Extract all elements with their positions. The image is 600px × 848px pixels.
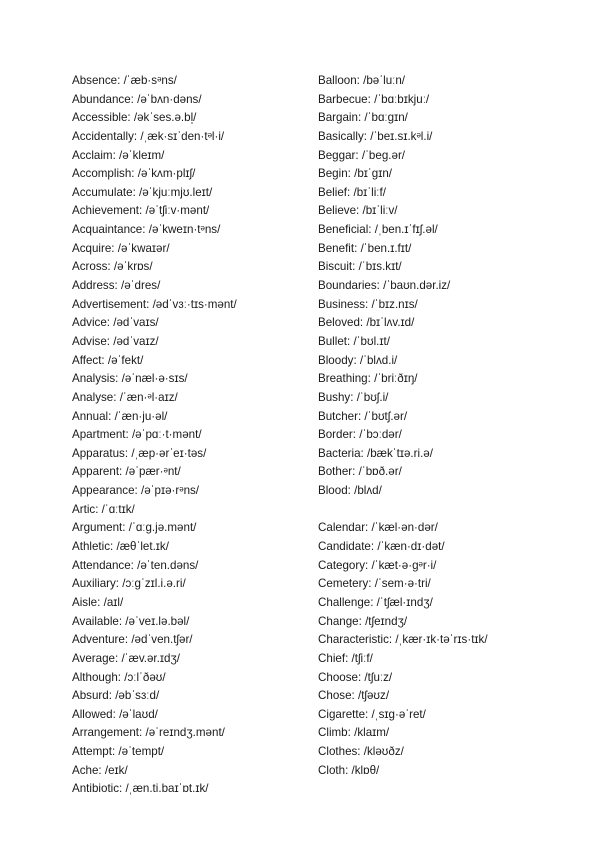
entry-word: Arrangement: <box>72 726 143 740</box>
entry-word: Although: <box>72 670 121 684</box>
entry-word: Border: <box>318 428 357 442</box>
entry-word: Absurd: <box>72 689 112 703</box>
entry-pronunciation: /klɒθ/ <box>351 763 380 777</box>
vocabulary-entry <box>318 165 548 184</box>
left-word-column <box>72 72 302 799</box>
entry-pronunciation: /ˈkæt·ə·gᵊr·i/ <box>371 558 437 572</box>
entry-pronunciation: /əkˈses.ə.bl̩/ <box>133 111 197 125</box>
entry-pronunciation: /ˌæn.ti.baɪˈɒt.ɪk/ <box>125 782 209 796</box>
entry-pronunciation: /klaɪm/ <box>354 726 390 740</box>
vocabulary-entry <box>72 258 302 277</box>
entry-word: Breathing: <box>318 372 371 386</box>
entry-pronunciation: /əˈpɑː·t·mənt/ <box>131 428 202 442</box>
entry-word: Characteristic: <box>318 633 393 647</box>
entry-word: Advise: <box>72 334 111 348</box>
entry-word: Across: <box>72 260 111 274</box>
entry-word: Candidate: <box>318 540 375 554</box>
vocabulary-entry <box>72 631 302 650</box>
vocabulary-entry <box>72 724 302 743</box>
vocabulary-entry <box>72 687 302 706</box>
entry-word: Choose: <box>318 670 362 684</box>
vocabulary-entry <box>318 594 548 613</box>
vocabulary-entry <box>72 202 302 221</box>
vocabulary-entry <box>72 389 302 408</box>
vocabulary-entry <box>318 706 548 725</box>
vocabulary-entry <box>72 780 302 799</box>
entry-pronunciation: /ˈbɑːgɪn/ <box>364 111 408 125</box>
entry-pronunciation: /ˈbriːðɪŋ/ <box>374 372 418 386</box>
entry-pronunciation: /ˈbʊl.ɪt/ <box>353 334 390 348</box>
vocabulary-entry <box>72 72 302 91</box>
entry-pronunciation: /əˈkjuːmjʊ.leɪt/ <box>139 185 213 199</box>
vocabulary-entry <box>72 240 302 259</box>
vocabulary-entry <box>72 762 302 781</box>
entry-word: Calendar: <box>318 521 369 535</box>
vocabulary-entry <box>72 426 302 445</box>
entry-word: Annual: <box>72 409 112 423</box>
entry-pronunciation: /ˈɑːtɪk/ <box>101 502 135 516</box>
vocabulary-entry <box>318 463 548 482</box>
entry-word: Advertisement: <box>72 297 150 311</box>
vocabulary-entry <box>318 743 548 762</box>
entry-word: Average: <box>72 651 119 665</box>
vocabulary-entry <box>72 109 302 128</box>
entry-word: Cloth: <box>318 763 349 777</box>
vocabulary-entry <box>318 277 548 296</box>
entry-pronunciation: /ˌsɪg·əˈret/ <box>371 707 426 721</box>
entry-word: Butcher: <box>318 409 362 423</box>
entry-pronunciation: /əˈreɪndʒ.mənt/ <box>145 726 225 740</box>
entry-pronunciation: /ˈsem·ə·tri/ <box>374 577 431 591</box>
entry-word: Barbecue: <box>318 92 371 106</box>
entry-pronunciation: /əˈbʌn·dəns/ <box>137 92 202 106</box>
vocabulary-entry <box>318 482 548 501</box>
entry-word: Athletic: <box>72 540 114 554</box>
vocabulary-entry <box>318 240 548 259</box>
entry-pronunciation: /ˈtʃæl·ɪndʒ/ <box>376 595 433 609</box>
entry-pronunciation: /əˈtʃiːv·mənt/ <box>145 204 210 218</box>
vocabulary-entry <box>72 650 302 669</box>
vocabulary-entry <box>318 650 548 669</box>
entry-pronunciation: /əˈpær·ᵊnt/ <box>125 465 181 479</box>
vocabulary-entry <box>318 72 548 91</box>
entry-word: Abundance: <box>72 92 134 106</box>
entry-word: Clothes: <box>318 745 361 759</box>
vocabulary-entry <box>72 557 302 576</box>
vocabulary-entry <box>72 575 302 594</box>
vocabulary-entry <box>318 538 548 557</box>
entry-word: Accumulate: <box>72 185 136 199</box>
vocabulary-entry <box>72 370 302 389</box>
vocabulary-entry <box>318 631 548 650</box>
entry-word: Beloved: <box>318 316 364 330</box>
entry-pronunciation: /bɪˈliːf/ <box>353 185 386 199</box>
entry-pronunciation: /əˈpɪə·rᵊns/ <box>140 484 200 498</box>
entry-pronunciation: /aɪl/ <box>103 595 124 609</box>
entry-pronunciation: /eɪk/ <box>104 763 128 777</box>
vocabulary-entry <box>318 724 548 743</box>
entry-word: Boundaries: <box>318 279 380 293</box>
entry-word: Accessible: <box>72 111 131 125</box>
entry-word: Analyse: <box>72 390 117 404</box>
vocabulary-entry <box>72 538 302 557</box>
vocabulary-entry <box>318 184 548 203</box>
entry-word: Begin: <box>318 167 351 181</box>
entry-pronunciation: /ˈbɪs.kɪt/ <box>358 260 402 274</box>
entry-pronunciation: /ˌkær·ɪk·təˈrɪs·tɪk/ <box>395 633 488 647</box>
entry-pronunciation: /əˈdres/ <box>121 279 161 293</box>
entry-word: Beggar: <box>318 148 359 162</box>
vocabulary-entry <box>72 743 302 762</box>
vocabulary-entry <box>318 109 548 128</box>
entry-pronunciation: /blʌd/ <box>354 484 382 498</box>
entry-word: Bacteria: <box>318 446 364 460</box>
entry-word: Aisle: <box>72 595 101 609</box>
entry-word: Affect: <box>72 353 105 367</box>
entry-pronunciation: /ˌben.ɪˈfɪʃ.əl/ <box>374 223 438 237</box>
entry-word: Apparatus: <box>72 446 129 460</box>
vocabulary-entry <box>318 557 548 576</box>
entry-word: Cigarette: <box>318 707 369 721</box>
entry-word: Chief: <box>318 651 349 665</box>
vocabulary-entry <box>72 408 302 427</box>
vocabulary-entry <box>318 669 548 688</box>
vocabulary-entry <box>72 501 302 520</box>
entry-pronunciation: /əˈtempt/ <box>118 745 165 759</box>
entry-pronunciation: /bəˈluːn/ <box>363 74 406 87</box>
entry-word: Benefit: <box>318 241 358 255</box>
vocabulary-entry <box>318 314 548 333</box>
entry-word: Blood: <box>318 484 351 498</box>
entry-pronunciation: /ˈblʌd.i/ <box>359 353 398 367</box>
entry-word: Biscuit: <box>318 260 356 274</box>
vocabulary-entry <box>318 762 548 781</box>
entry-word: Acquire: <box>72 241 115 255</box>
vocabulary-entry <box>318 333 548 352</box>
entry-word: Adventure: <box>72 633 129 647</box>
entry-pronunciation: /ədˈven.tʃər/ <box>131 633 193 647</box>
entry-pronunciation: /ədˈvaɪz/ <box>113 334 159 348</box>
entry-pronunciation: /bɪˈgɪn/ <box>354 167 393 181</box>
entry-pronunciation: /əˈkwaɪər/ <box>117 241 170 255</box>
entry-word: Advice: <box>72 316 111 330</box>
vocabulary-entry <box>72 445 302 464</box>
entry-pronunciation: /kləʊðz/ <box>363 745 404 759</box>
entry-pronunciation: /əˈkleɪm/ <box>119 148 165 162</box>
entry-pronunciation: /ˌæk·sɪˈden·tᵊl·i/ <box>140 129 225 143</box>
entry-pronunciation: /ˈbɑːbɪkjuː/ <box>374 92 430 106</box>
section-gap <box>318 501 548 520</box>
vocabulary-entry <box>72 482 302 501</box>
entry-pronunciation: /əˈfekt/ <box>107 353 144 367</box>
entry-pronunciation: /bɪˈlʌv.ɪd/ <box>366 316 415 330</box>
entry-word: Accidentally: <box>72 129 138 143</box>
entry-word: Beneficial: <box>318 223 372 237</box>
vocabulary-entry <box>72 706 302 725</box>
entry-word: Allowed: <box>72 707 116 721</box>
vocabulary-entry <box>318 258 548 277</box>
entry-pronunciation: /æθˈlet.ɪk/ <box>116 540 169 554</box>
entry-word: Artic: <box>72 502 99 516</box>
vocabulary-entry <box>318 408 548 427</box>
entry-pronunciation: /ˈbaʊn.dər.iz/ <box>383 279 451 293</box>
entry-word: Business: <box>318 297 369 311</box>
entry-pronunciation: /ˈæb·sᵊns/ <box>123 74 177 87</box>
entry-word: Ache: <box>72 763 102 777</box>
vocabulary-entry <box>318 221 548 240</box>
entry-word: Acclaim: <box>72 148 116 162</box>
entry-word: Bullet: <box>318 334 351 348</box>
vocabulary-entry <box>72 184 302 203</box>
entry-pronunciation: /ˈbʊtʃ.ər/ <box>364 409 408 423</box>
entry-pronunciation: /əˈveɪ.lə.bəl/ <box>125 614 190 628</box>
entry-pronunciation: /əˈlaʊd/ <box>119 707 158 721</box>
vocabulary-entry <box>318 389 548 408</box>
entry-pronunciation: /ˈbeg.ər/ <box>361 148 406 162</box>
entry-pronunciation: /ˈæv.ər.ɪdʒ/ <box>121 651 180 665</box>
entry-word: Chose: <box>318 689 355 703</box>
vocabulary-entry <box>318 687 548 706</box>
vocabulary-entry <box>72 613 302 632</box>
vocabulary-entry <box>72 277 302 296</box>
entry-word: Believe: <box>318 204 360 218</box>
entry-pronunciation: /ˈbʊʃ.i/ <box>356 390 389 404</box>
vocabulary-entry <box>72 594 302 613</box>
entry-word: Challenge: <box>318 595 374 609</box>
entry-word: Analysis: <box>72 372 119 386</box>
vocabulary-entry <box>318 202 548 221</box>
entry-word: Argument: <box>72 521 126 535</box>
vocabulary-entry <box>72 296 302 315</box>
vocabulary-entry <box>318 575 548 594</box>
entry-pronunciation: /ˈkæl·ən·dər/ <box>371 521 438 535</box>
entry-word: Climb: <box>318 726 351 740</box>
vocabulary-entry <box>72 669 302 688</box>
entry-pronunciation: /əˈten.dəns/ <box>137 558 199 572</box>
vocabulary-entry <box>318 147 548 166</box>
vocabulary-entry <box>72 352 302 371</box>
entry-word: Absence: <box>72 74 121 87</box>
entry-word: Bother: <box>318 465 356 479</box>
entry-word: Balloon: <box>318 74 360 87</box>
entry-pronunciation: /ˈbɪz.nɪs/ <box>371 297 418 311</box>
vocabulary-entry <box>318 91 548 110</box>
vocabulary-entry <box>72 463 302 482</box>
entry-pronunciation: /tʃeɪndʒ/ <box>365 614 408 628</box>
entry-pronunciation: /bɪˈliːv/ <box>362 204 398 218</box>
vocabulary-entry <box>72 333 302 352</box>
right-word-column <box>318 72 548 780</box>
entry-pronunciation: /ˈbɒð.ər/ <box>358 465 402 479</box>
vocabulary-entry <box>72 147 302 166</box>
entry-word: Appearance: <box>72 484 138 498</box>
entry-pronunciation: /ədˈvaɪs/ <box>113 316 159 330</box>
entry-pronunciation: /bækˈtɪə.ri.ə/ <box>367 446 433 460</box>
vocabulary-entry <box>318 296 548 315</box>
entry-word: Belief: <box>318 185 351 199</box>
entry-word: Apparent: <box>72 465 123 479</box>
vocabulary-entry <box>318 519 548 538</box>
entry-pronunciation: /ˈbɔːdər/ <box>359 428 402 442</box>
entry-pronunciation: /tʃuːz/ <box>364 670 393 684</box>
vocabulary-entry <box>318 370 548 389</box>
entry-word: Attempt: <box>72 745 116 759</box>
entry-word: Auxiliary: <box>72 577 120 591</box>
vocabulary-entry <box>318 128 548 147</box>
entry-word: Address: <box>72 279 118 293</box>
entry-pronunciation: /əˈkrɒs/ <box>113 260 153 274</box>
entry-pronunciation: /əˈnæl·ə·sɪs/ <box>121 372 188 386</box>
vocabulary-entry <box>318 426 548 445</box>
entry-pronunciation: /əˈkweɪn·tᵊns/ <box>148 223 221 237</box>
vocabulary-entry <box>72 91 302 110</box>
entry-pronunciation: /ədˈvɜː·tɪs·mənt/ <box>152 297 237 311</box>
entry-word: Accomplish: <box>72 167 135 181</box>
entry-word: Acquaintance: <box>72 223 146 237</box>
vocabulary-entry <box>72 128 302 147</box>
entry-word: Category: <box>318 558 369 572</box>
entry-pronunciation: /ˈæn·ᵊl·aɪz/ <box>119 390 178 404</box>
entry-word: Antibiotic: <box>72 782 123 796</box>
vocabulary-entry <box>72 221 302 240</box>
entry-pronunciation: /tʃəʊz/ <box>357 689 390 703</box>
entry-word: Bushy: <box>318 390 354 404</box>
vocabulary-entry <box>72 314 302 333</box>
entry-word: Available: <box>72 614 123 628</box>
vocabulary-entry <box>318 613 548 632</box>
entry-word: Cemetery: <box>318 577 372 591</box>
entry-word: Apartment: <box>72 428 129 442</box>
entry-word: Attendance: <box>72 558 134 572</box>
entry-pronunciation: /əbˈsɜːd/ <box>115 689 160 703</box>
entry-word: Bloody: <box>318 353 357 367</box>
entry-pronunciation: /ɔːlˈðəʊ/ <box>124 670 166 684</box>
entry-word: Bargain: <box>318 111 362 125</box>
entry-pronunciation: /əˈkʌm·plɪʃ/ <box>137 167 196 181</box>
entry-pronunciation: /ɔːgˈzɪl.i.ə.ri/ <box>122 577 186 591</box>
vocabulary-entry <box>318 445 548 464</box>
entry-pronunciation: /ˈben.ɪ.fɪt/ <box>360 241 412 255</box>
entry-pronunciation: /ˌæp·ərˈeɪ·təs/ <box>131 446 207 460</box>
entry-pronunciation: /ˈbeɪ.sɪ.kᵊl.i/ <box>370 129 433 143</box>
entry-pronunciation: /ˈæn·ju·əl/ <box>114 409 168 423</box>
entry-pronunciation: /tʃiːf/ <box>351 651 373 665</box>
entry-pronunciation: /ˈkæn·dɪ·dət/ <box>377 540 445 554</box>
entry-word: Achievement: <box>72 204 143 218</box>
vocabulary-entry <box>72 519 302 538</box>
entry-word: Change: <box>318 614 362 628</box>
entry-pronunciation: /ˈɑːg.jə.mənt/ <box>128 521 197 535</box>
vocabulary-entry <box>318 352 548 371</box>
vocabulary-entry <box>72 165 302 184</box>
entry-word: Basically: <box>318 129 367 143</box>
